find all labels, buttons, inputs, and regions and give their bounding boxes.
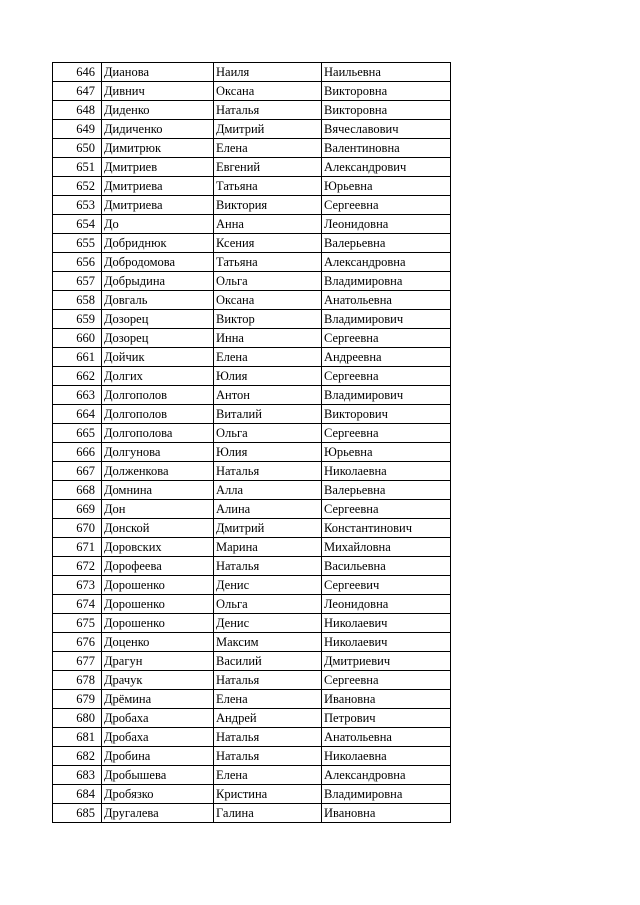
- row-number: 677: [53, 652, 102, 671]
- last-name-cell: Долженкова: [102, 462, 214, 481]
- table-row: [53, 424, 451, 443]
- table-row: [53, 500, 451, 519]
- row-number: 656: [53, 253, 102, 272]
- table-row: [53, 709, 451, 728]
- patronymic-cell: Владимирович: [322, 386, 451, 405]
- patronymic-cell: Александрович: [322, 158, 451, 177]
- last-name-cell: Дрёмина: [102, 690, 214, 709]
- table-row: [53, 63, 451, 82]
- last-name-cell: Дон: [102, 500, 214, 519]
- patronymic-cell: Владимировна: [322, 785, 451, 804]
- table-row: [53, 348, 451, 367]
- first-name-cell: Виктория: [214, 196, 322, 215]
- patronymic-cell: Сергеевна: [322, 500, 451, 519]
- last-name-cell: Драгун: [102, 652, 214, 671]
- row-number: 653: [53, 196, 102, 215]
- row-number: 651: [53, 158, 102, 177]
- first-name-cell: Елена: [214, 766, 322, 785]
- row-number: 648: [53, 101, 102, 120]
- row-number: 657: [53, 272, 102, 291]
- patronymic-cell: Николаевич: [322, 614, 451, 633]
- table-row: [53, 766, 451, 785]
- row-number: 680: [53, 709, 102, 728]
- table-row: [53, 595, 451, 614]
- table-row: [53, 690, 451, 709]
- row-number: 681: [53, 728, 102, 747]
- last-name-cell: Долгополов: [102, 386, 214, 405]
- roster-table-body: [53, 63, 451, 823]
- first-name-cell: Наталья: [214, 101, 322, 120]
- first-name-cell: Анна: [214, 215, 322, 234]
- row-number: 655: [53, 234, 102, 253]
- row-number: 659: [53, 310, 102, 329]
- patronymic-cell: Владимировна: [322, 272, 451, 291]
- last-name-cell: Дорошенко: [102, 576, 214, 595]
- patronymic-cell: Александровна: [322, 766, 451, 785]
- table-row: [53, 234, 451, 253]
- table-row: [53, 139, 451, 158]
- first-name-cell: Денис: [214, 614, 322, 633]
- last-name-cell: Донской: [102, 519, 214, 538]
- row-number: 674: [53, 595, 102, 614]
- first-name-cell: Виктор: [214, 310, 322, 329]
- last-name-cell: Долгих: [102, 367, 214, 386]
- table-row: [53, 576, 451, 595]
- patronymic-cell: Сергеевич: [322, 576, 451, 595]
- patronymic-cell: Валерьевна: [322, 234, 451, 253]
- patronymic-cell: Дмитриевич: [322, 652, 451, 671]
- patronymic-cell: Константинович: [322, 519, 451, 538]
- row-number: 665: [53, 424, 102, 443]
- first-name-cell: Денис: [214, 576, 322, 595]
- patronymic-cell: Сергеевна: [322, 671, 451, 690]
- patronymic-cell: Анатольевна: [322, 291, 451, 310]
- row-number: 652: [53, 177, 102, 196]
- last-name-cell: Дорофеева: [102, 557, 214, 576]
- row-number: 679: [53, 690, 102, 709]
- table-row: [53, 158, 451, 177]
- first-name-cell: Алина: [214, 500, 322, 519]
- table-row: [53, 481, 451, 500]
- table-row: [53, 462, 451, 481]
- table-row: [53, 633, 451, 652]
- patronymic-cell: Леонидовна: [322, 215, 451, 234]
- last-name-cell: Доровских: [102, 538, 214, 557]
- table-row: [53, 101, 451, 120]
- first-name-cell: Антон: [214, 386, 322, 405]
- table-row: [53, 367, 451, 386]
- first-name-cell: Андрей: [214, 709, 322, 728]
- table-row: [53, 253, 451, 272]
- patronymic-cell: Николаевна: [322, 462, 451, 481]
- first-name-cell: Максим: [214, 633, 322, 652]
- row-number: 664: [53, 405, 102, 424]
- row-number: 682: [53, 747, 102, 766]
- first-name-cell: Юлия: [214, 443, 322, 462]
- row-number: 673: [53, 576, 102, 595]
- first-name-cell: Оксана: [214, 82, 322, 101]
- table-row: [53, 652, 451, 671]
- row-number: 667: [53, 462, 102, 481]
- roster-table: [52, 62, 451, 823]
- row-number: 666: [53, 443, 102, 462]
- last-name-cell: Долгополова: [102, 424, 214, 443]
- row-number: 671: [53, 538, 102, 557]
- last-name-cell: Дробина: [102, 747, 214, 766]
- row-number: 676: [53, 633, 102, 652]
- last-name-cell: Дорошенко: [102, 614, 214, 633]
- table-row: [53, 557, 451, 576]
- table-row: [53, 82, 451, 101]
- row-number: 685: [53, 804, 102, 823]
- table-row: [53, 120, 451, 139]
- first-name-cell: Наталья: [214, 671, 322, 690]
- row-number: 662: [53, 367, 102, 386]
- first-name-cell: Ксения: [214, 234, 322, 253]
- patronymic-cell: Владимирович: [322, 310, 451, 329]
- last-name-cell: Дробаха: [102, 709, 214, 728]
- row-number: 683: [53, 766, 102, 785]
- patronymic-cell: Петрович: [322, 709, 451, 728]
- last-name-cell: Дозорец: [102, 329, 214, 348]
- patronymic-cell: Васильевна: [322, 557, 451, 576]
- patronymic-cell: Леонидовна: [322, 595, 451, 614]
- first-name-cell: Галина: [214, 804, 322, 823]
- table-row: [53, 177, 451, 196]
- row-number: 668: [53, 481, 102, 500]
- first-name-cell: Наталья: [214, 747, 322, 766]
- row-number: 649: [53, 120, 102, 139]
- last-name-cell: Доценко: [102, 633, 214, 652]
- last-name-cell: Дорошенко: [102, 595, 214, 614]
- last-name-cell: Дивнич: [102, 82, 214, 101]
- row-number: 661: [53, 348, 102, 367]
- table-row: [53, 196, 451, 215]
- first-name-cell: Татьяна: [214, 177, 322, 196]
- table-row: [53, 443, 451, 462]
- last-name-cell: Домнина: [102, 481, 214, 500]
- first-name-cell: Татьяна: [214, 253, 322, 272]
- row-number: 672: [53, 557, 102, 576]
- first-name-cell: Юлия: [214, 367, 322, 386]
- first-name-cell: Оксана: [214, 291, 322, 310]
- patronymic-cell: Николаевич: [322, 633, 451, 652]
- first-name-cell: Наталья: [214, 462, 322, 481]
- table-row: [53, 291, 451, 310]
- last-name-cell: Димитрюк: [102, 139, 214, 158]
- table-row: [53, 386, 451, 405]
- last-name-cell: Долгополов: [102, 405, 214, 424]
- row-number: 646: [53, 63, 102, 82]
- row-number: 670: [53, 519, 102, 538]
- last-name-cell: Дианова: [102, 63, 214, 82]
- last-name-cell: Дмитриев: [102, 158, 214, 177]
- last-name-cell: Долгунова: [102, 443, 214, 462]
- last-name-cell: Дидиченко: [102, 120, 214, 139]
- row-number: 658: [53, 291, 102, 310]
- last-name-cell: Дмитриева: [102, 196, 214, 215]
- row-number: 669: [53, 500, 102, 519]
- table-row: [53, 310, 451, 329]
- first-name-cell: Кристина: [214, 785, 322, 804]
- last-name-cell: Дробаха: [102, 728, 214, 747]
- table-row: [53, 329, 451, 348]
- last-name-cell: Дойчик: [102, 348, 214, 367]
- row-number: 678: [53, 671, 102, 690]
- table-row: [53, 215, 451, 234]
- first-name-cell: Дмитрий: [214, 519, 322, 538]
- patronymic-cell: Анатольевна: [322, 728, 451, 747]
- patronymic-cell: Викторовна: [322, 82, 451, 101]
- table-row: [53, 728, 451, 747]
- table-row: [53, 538, 451, 557]
- row-number: 647: [53, 82, 102, 101]
- last-name-cell: Добриднюк: [102, 234, 214, 253]
- first-name-cell: Инна: [214, 329, 322, 348]
- patronymic-cell: Александровна: [322, 253, 451, 272]
- row-number: 654: [53, 215, 102, 234]
- last-name-cell: Дмитриева: [102, 177, 214, 196]
- patronymic-cell: Андреевна: [322, 348, 451, 367]
- first-name-cell: Елена: [214, 348, 322, 367]
- last-name-cell: До: [102, 215, 214, 234]
- last-name-cell: Довгаль: [102, 291, 214, 310]
- first-name-cell: Наталья: [214, 728, 322, 747]
- table-row: [53, 747, 451, 766]
- table-row: [53, 614, 451, 633]
- patronymic-cell: Валерьевна: [322, 481, 451, 500]
- first-name-cell: Ольга: [214, 595, 322, 614]
- patronymic-cell: Сергеевна: [322, 329, 451, 348]
- row-number: 663: [53, 386, 102, 405]
- first-name-cell: Ольга: [214, 272, 322, 291]
- patronymic-cell: Сергеевна: [322, 367, 451, 386]
- first-name-cell: Наталья: [214, 557, 322, 576]
- table-row: [53, 785, 451, 804]
- first-name-cell: Виталий: [214, 405, 322, 424]
- first-name-cell: Евгений: [214, 158, 322, 177]
- patronymic-cell: Сергеевна: [322, 196, 451, 215]
- patronymic-cell: Викторович: [322, 405, 451, 424]
- patronymic-cell: Николаевна: [322, 747, 451, 766]
- last-name-cell: Добрыдина: [102, 272, 214, 291]
- patronymic-cell: Михайловна: [322, 538, 451, 557]
- last-name-cell: Диденко: [102, 101, 214, 120]
- last-name-cell: Другалева: [102, 804, 214, 823]
- patronymic-cell: Ивановна: [322, 690, 451, 709]
- first-name-cell: Ольга: [214, 424, 322, 443]
- patronymic-cell: Викторовна: [322, 101, 451, 120]
- first-name-cell: Елена: [214, 139, 322, 158]
- table-row: [53, 272, 451, 291]
- patronymic-cell: Вячеславович: [322, 120, 451, 139]
- patronymic-cell: Сергеевна: [322, 424, 451, 443]
- first-name-cell: Алла: [214, 481, 322, 500]
- patronymic-cell: Юрьевна: [322, 177, 451, 196]
- row-number: 675: [53, 614, 102, 633]
- table-row: [53, 519, 451, 538]
- patronymic-cell: Валентиновна: [322, 139, 451, 158]
- row-number: 684: [53, 785, 102, 804]
- first-name-cell: Василий: [214, 652, 322, 671]
- table-row: [53, 804, 451, 823]
- last-name-cell: Дробышева: [102, 766, 214, 785]
- last-name-cell: Добродомова: [102, 253, 214, 272]
- first-name-cell: Елена: [214, 690, 322, 709]
- last-name-cell: Дозорец: [102, 310, 214, 329]
- table-row: [53, 405, 451, 424]
- row-number: 660: [53, 329, 102, 348]
- first-name-cell: Наиля: [214, 63, 322, 82]
- first-name-cell: Дмитрий: [214, 120, 322, 139]
- last-name-cell: Драчук: [102, 671, 214, 690]
- patronymic-cell: Юрьевна: [322, 443, 451, 462]
- patronymic-cell: Наильевна: [322, 63, 451, 82]
- last-name-cell: Дробязко: [102, 785, 214, 804]
- table-row: [53, 671, 451, 690]
- patronymic-cell: Ивановна: [322, 804, 451, 823]
- first-name-cell: Марина: [214, 538, 322, 557]
- row-number: 650: [53, 139, 102, 158]
